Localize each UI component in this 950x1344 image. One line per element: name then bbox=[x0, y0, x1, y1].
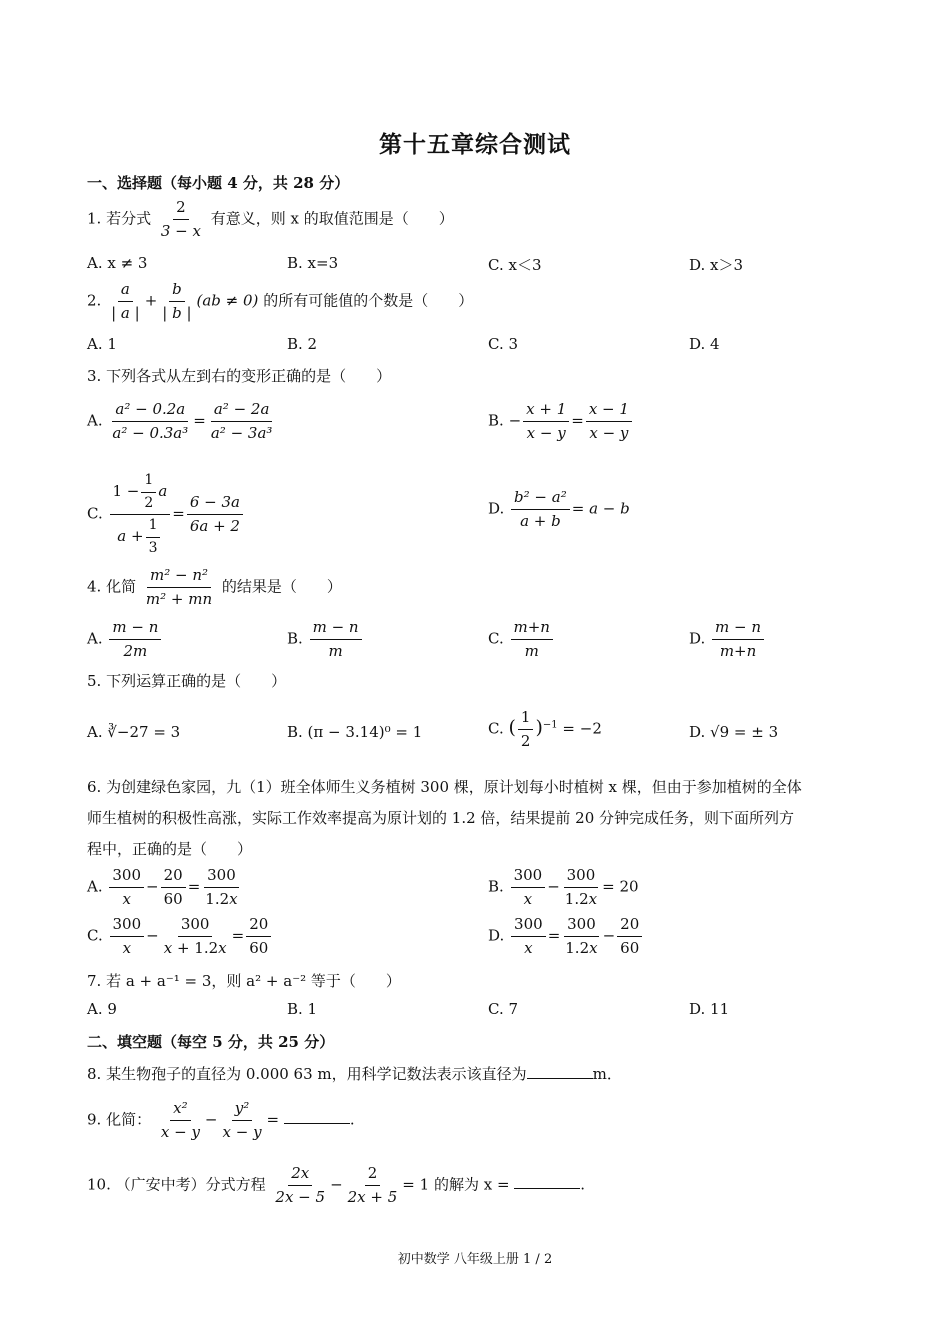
question-7-stem: 7. 若 a + a⁻¹ = 3，则 a² + a⁻² 等于（ ） bbox=[87, 972, 401, 990]
q3-c-complex-fraction: 1 − $\frac{1}{2}$ a a + $\frac{1}{3}$ bbox=[110, 472, 171, 557]
q1-prefix: 1. 若分式 bbox=[87, 209, 152, 228]
q1-option-c: C. x＜3 bbox=[488, 256, 542, 274]
q1-option-b: B. x=3 bbox=[287, 254, 339, 272]
q1-suffix: 有意义，则 x 的取值范围是（ ） bbox=[210, 209, 454, 228]
q3-b-right-fraction: $\frac{x - 1}{x - y}$ bbox=[586, 400, 632, 443]
question-3-stem: 3. 下列各式从左到右的变形正确的是（ ） bbox=[87, 367, 392, 385]
q2-fraction-b: $\frac{b}{| b |}$ bbox=[162, 280, 192, 322]
section-heading-fill: 二、填空题（每空 5 分，共 25 分） bbox=[87, 1033, 335, 1051]
q4-option-c: C. $\frac{m+n}{m}$ bbox=[488, 618, 555, 661]
q3-a-right-fraction: $\frac{\text{a² − 2a}}{\text{a² − 3a³}}$ bbox=[210, 400, 273, 442]
q3-option-c: C. 1 − $\frac{1}{2}$ a a + $\frac{1}{3}$ = $\frac{6 - 3a}{6a + 2}$ bbox=[87, 472, 245, 557]
q7-option-a: A. 9 bbox=[87, 1000, 117, 1018]
q7-option-c: C. 7 bbox=[488, 1000, 519, 1018]
q9-answer-blank[interactable] bbox=[284, 1109, 350, 1124]
question-10: 10. （广安中考）分式方程 $\frac{2x}{2x - 5}$ − $\frac{2}{2x + 5}$ = 1 的解为 x = . bbox=[87, 1164, 586, 1206]
q7-option-d: D. 11 bbox=[689, 1000, 730, 1018]
section-heading-choice: 一、选择题（每小题 4 分，共 28 分） bbox=[87, 174, 350, 192]
q6-option-c: C. $\frac{300}{x}$ − $\frac{300}{x + 1.2x}$ = $\frac{20}{60}$ bbox=[87, 915, 273, 958]
q5-option-d: D. √9 = ± 3 bbox=[689, 723, 779, 741]
question-9: 9. 化简： $\frac{\text{x²}}{x - y}$ − $\frac{\text{y²}}{x - y}$ = . bbox=[87, 1099, 355, 1141]
page-footer: 初中数学 八年级上册 1 / 2 bbox=[397, 1252, 553, 1267]
q2-option-d: D. 4 bbox=[689, 335, 720, 353]
q4-option-a: A. $\frac{m - n}{2m}$ bbox=[87, 618, 163, 661]
question-5-stem: 5. 下列运算正确的是（ ） bbox=[87, 672, 287, 690]
page-title: 第十五章综合测试 bbox=[379, 131, 571, 158]
q5-option-b: B. (π − 3.14)⁰ = 1 bbox=[287, 723, 423, 741]
q3-a-left-fraction: $\frac{\text{a² − 0.2a}}{\text{a² − 0.3a³}}$ bbox=[112, 400, 189, 442]
question-6-line-2: 师生植树的积极性高涨，实际工作效率提高为原计划的 1.2 倍，结果提前 20 分钟完成任务，则下面所列方 bbox=[87, 809, 795, 827]
q7-option-b: B. 1 bbox=[287, 1000, 318, 1018]
q3-d-fraction: $\frac{\text{b² − a²}}{a + b}$ bbox=[511, 488, 570, 531]
question-1-stem bbox=[87, 198, 454, 241]
q3-option-b: B. − $\frac{x + 1}{x - y}$ = $\frac{x - 1}{x - y}$ bbox=[488, 400, 634, 443]
q2-fraction-a: $\frac{a}{| a |}$ bbox=[111, 280, 140, 322]
q2-option-b: B. 2 bbox=[287, 335, 318, 353]
q4-option-d: D. $\frac{m - n}{m+n}$ bbox=[689, 618, 766, 661]
q8-answer-blank[interactable] bbox=[527, 1064, 593, 1079]
q1-fraction: $\frac{2}{3 - x}$ bbox=[160, 198, 201, 240]
q2-option-a: A. 1 bbox=[87, 335, 117, 353]
q6-option-d: D. $\frac{300}{x}$ = $\frac{300}{1.2x}$ − $\frac{20}{60}$ bbox=[488, 915, 644, 958]
q2-option-c: C. 3 bbox=[488, 335, 519, 353]
question-6-line-3: 程中，正确的是（ ） bbox=[87, 840, 253, 858]
q6-option-b: B. $\frac{300}{x}$ − $\frac{300}{1.2x}$ = 20 bbox=[488, 866, 639, 908]
question-6-line-1: 6. 为创建绿色家园，九（1）班全体师生义务植树 300 棵，原计划每小时植树 x 棵，但由于参加植树的全体 bbox=[87, 778, 802, 796]
question-2-stem: 2. $\frac{a}{| a |}$ + $\frac{b}{| b |}$ (ab ≠ 0) 的所有可能值的个数是（ ） bbox=[87, 280, 474, 322]
q4-option-b: B. $\frac{m - n}{m}$ bbox=[287, 618, 364, 661]
q1-option-a: A. x ≠ 3 bbox=[87, 254, 148, 272]
q4-fraction: $\frac{\text{m² − n²}}{\text{m² + mn}}$ bbox=[145, 566, 213, 608]
q5-option-a: A. ∛−27 = 3 bbox=[87, 723, 181, 741]
q3-option-d: D. $\frac{\text{b² − a²}}{a + b}$ = a − b bbox=[488, 488, 630, 530]
q3-c-right-fraction: $\frac{6 - 3a}{6a + 2}$ bbox=[187, 493, 243, 536]
q6-option-a: A. $\frac{300}{x}$ − $\frac{20}{60}$ = $\frac{300}{1.2x}$ bbox=[87, 866, 238, 908]
q5-option-c: C. ( $\frac{1}{2}$ )$^{-1}$ = −2 bbox=[488, 708, 602, 750]
q10-answer-blank[interactable] bbox=[514, 1174, 580, 1189]
q3-b-left-fraction: $\frac{x + 1}{x - y}$ bbox=[523, 400, 569, 443]
question-8: 8. 某生物孢子的直径为 0.000 63 m，用科学记数法表示该直径为 m． bbox=[87, 1065, 622, 1083]
q3-option-a: A. $\frac{\text{a² − 0.2a}}{\text{a² − 0.3a³}}$ = $\frac{\text{a² − 2a}}{\text{a² − 3a³}}$ bbox=[87, 400, 277, 443]
q1-option-d: D. x＞3 bbox=[689, 256, 744, 274]
question-4-stem: 4. 化简 $\frac{\text{m² − n²}}{\text{m² + mn}}$ 的结果是（ ） bbox=[87, 566, 342, 608]
